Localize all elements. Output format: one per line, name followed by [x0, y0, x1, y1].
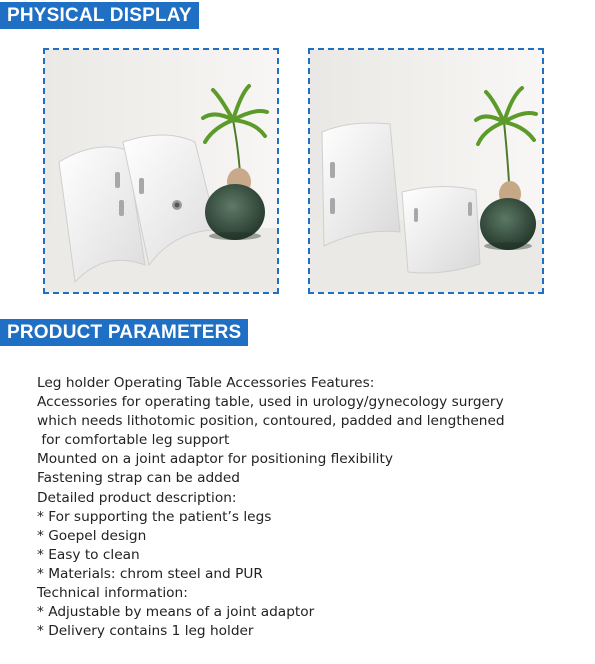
leg-holder-photo-pair	[308, 48, 544, 294]
parameter-line: * For supporting the patient’s legs	[37, 508, 272, 525]
parameter-line: * Adjustable by means of a joint adaptor	[37, 604, 315, 621]
product-parameters-title: PRODUCT PARAMETERS	[0, 319, 248, 346]
parameter-line: which needs lithotomic position, contoured, padded and lengthened	[37, 413, 505, 430]
parameter-line: * Delivery contains 1 leg holder	[37, 623, 254, 640]
leg-holder-photo-pair-image	[310, 50, 542, 292]
parameter-line: Detailed product description:	[37, 489, 237, 506]
parameter-line: * Materials: chrom steel and PUR	[37, 565, 263, 582]
parameter-line: Leg holder Operating Table Accessories Features:	[37, 375, 375, 391]
parameter-line: Mounted on a joint adaptor for positioning flexibility	[37, 451, 393, 468]
parameter-line: * Goepel design	[37, 527, 147, 544]
physical-display-title: PHYSICAL DISPLAY	[0, 2, 199, 29]
leg-holder-photo-open	[43, 48, 279, 294]
parameter-line: Fastening strap can be added	[37, 470, 240, 487]
leg-holder-photo-open-image	[45, 50, 277, 292]
parameter-line: * Easy to clean	[37, 546, 140, 563]
parameter-line: Accessories for operating table, used in urology/gynecology surgery	[37, 394, 504, 411]
parameter-line: for comfortable leg support	[37, 432, 230, 449]
parameter-line: Technical information:	[37, 585, 188, 602]
product-parameters-text	[37, 374, 577, 641]
